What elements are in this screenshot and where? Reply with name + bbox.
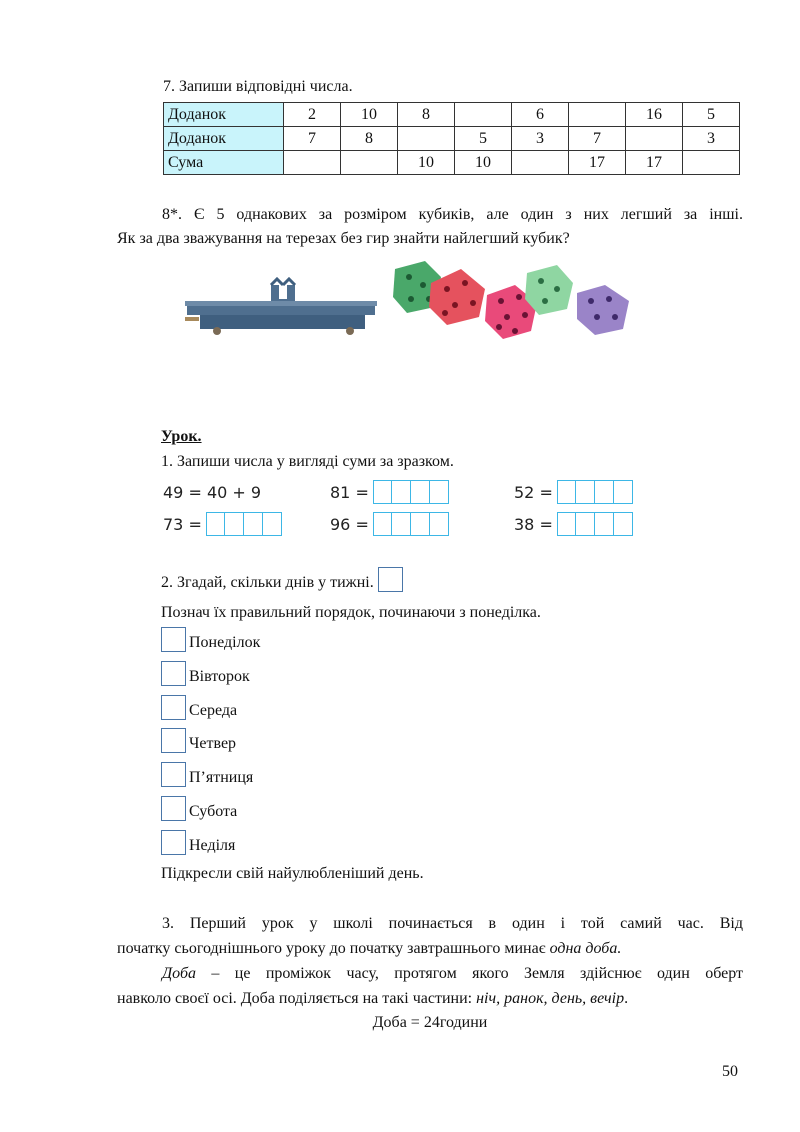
task3-p1-line1: 3. Перший урок у школі починається в один і той самий час. Від <box>162 915 743 932</box>
order-checkbox[interactable] <box>161 695 186 720</box>
order-checkbox[interactable] <box>161 830 186 855</box>
text-span: навколо своєї осі. Доба поділяється на такі частини: <box>117 990 477 1007</box>
table-cell[interactable]: 7 <box>284 127 341 151</box>
table-cell[interactable]: 10 <box>398 151 455 175</box>
equation-label: 52 = <box>514 482 553 502</box>
day-label: Четвер <box>189 735 237 752</box>
task3-p1-line2 <box>117 940 621 958</box>
order-checkbox[interactable] <box>161 661 186 686</box>
text-span: початку сьогоднішнього уроку до початку завтрашнього минає <box>117 940 550 957</box>
task3-p2-line2 <box>117 990 628 1008</box>
table-cell[interactable]: 17 <box>569 151 626 175</box>
task2-line1-row <box>161 567 403 592</box>
table-cell[interactable]: 3 <box>683 127 740 151</box>
day-row <box>161 762 253 787</box>
task1-title: 1. Запиши числа у вигляді суми за зразком. <box>161 453 454 470</box>
table-row <box>164 151 740 175</box>
equation-item <box>514 480 633 504</box>
row-header: Сума <box>164 151 284 175</box>
order-checkbox[interactable] <box>161 728 186 753</box>
answer-boxes[interactable] <box>373 512 449 536</box>
day-row <box>161 830 235 855</box>
italic-term: одна доба. <box>549 940 622 957</box>
day-row <box>161 695 237 720</box>
balance-scale-and-dice-illustration <box>185 255 635 350</box>
day-row <box>161 627 260 652</box>
order-checkbox[interactable] <box>161 627 186 652</box>
day-formula: Доба = 24години <box>372 1014 488 1031</box>
table-cell[interactable]: 3 <box>512 127 569 151</box>
answer-boxes[interactable] <box>373 480 449 504</box>
sum-table <box>163 102 740 175</box>
table-cell[interactable] <box>683 151 740 175</box>
equation-label: 73 = <box>163 514 202 534</box>
balance-scale-icon <box>185 279 377 335</box>
table-cell[interactable] <box>341 151 398 175</box>
table-row <box>164 103 740 127</box>
table-cell[interactable] <box>569 103 626 127</box>
task2-footer: Підкресли свій найулюбленіший день. <box>161 865 424 882</box>
equation-label: 38 = <box>514 514 553 534</box>
equation-item <box>514 512 633 536</box>
task8-line2: Як за два зважування на терезах без гир знайти найлегший кубик? <box>117 230 570 247</box>
answer-boxes[interactable] <box>206 512 282 536</box>
text-span: – це проміжок часу, протягом якого Земля здійснює один оберт <box>196 965 743 982</box>
italic-term: ніч, ранок, день, вечір <box>476 990 625 1007</box>
equation-item <box>330 512 449 536</box>
day-label: П’ятниця <box>189 769 254 786</box>
table-cell[interactable] <box>455 103 512 127</box>
text-span: . <box>624 990 629 1007</box>
italic-term: Доба <box>162 965 197 982</box>
day-label: Середа <box>189 702 238 719</box>
lesson-heading: Урок. <box>161 428 202 445</box>
table-cell[interactable]: 10 <box>341 103 398 127</box>
day-row <box>161 796 237 821</box>
table-cell[interactable]: 16 <box>626 103 683 127</box>
answer-boxes[interactable] <box>557 480 633 504</box>
day-row <box>161 661 250 686</box>
table-cell[interactable]: 8 <box>341 127 398 151</box>
table-cell[interactable]: 17 <box>626 151 683 175</box>
day-label: Неділя <box>189 837 236 854</box>
table-cell[interactable] <box>284 151 341 175</box>
equation-item <box>330 480 449 504</box>
days-count-box[interactable] <box>378 567 403 592</box>
equation-label: 81 = <box>330 482 369 502</box>
equation-label: 96 = <box>330 514 369 534</box>
table-cell[interactable] <box>512 151 569 175</box>
table-cell[interactable]: 5 <box>455 127 512 151</box>
table-cell[interactable]: 10 <box>455 151 512 175</box>
task2-line2: Познач їх правильний порядок, починаючи з понеділка. <box>161 604 541 621</box>
page-number: 50 <box>722 1063 738 1080</box>
table-cell[interactable]: 2 <box>284 103 341 127</box>
row-header: Доданок <box>164 103 284 127</box>
task3-p2-line1 <box>117 965 743 983</box>
table-cell[interactable] <box>626 127 683 151</box>
row-header: Доданок <box>164 127 284 151</box>
table-cell[interactable] <box>398 127 455 151</box>
table-cell[interactable]: 5 <box>683 103 740 127</box>
day-label: Понеділок <box>189 634 261 651</box>
purple-die-icon <box>577 285 629 335</box>
day-label: Субота <box>189 803 238 820</box>
task8-line1: 8*. Є 5 однакових за розміром кубиків, але один з них легший за інші. <box>162 206 743 223</box>
table-row <box>164 127 740 151</box>
answer-boxes[interactable] <box>557 512 633 536</box>
day-row <box>161 728 236 753</box>
example-equation: 49 = 40 + 9 <box>163 483 262 502</box>
table-cell[interactable]: 6 <box>512 103 569 127</box>
table-cell[interactable]: 8 <box>398 103 455 127</box>
task2-line1: 2. Згадай, скільки днів у тижні. <box>161 574 374 591</box>
order-checkbox[interactable] <box>161 796 186 821</box>
day-label: Вівторок <box>189 668 250 685</box>
equation-item <box>163 512 282 536</box>
order-checkbox[interactable] <box>161 762 186 787</box>
table-cell[interactable]: 7 <box>569 127 626 151</box>
task7-title: 7. Запиши відповідні числа. <box>163 78 353 95</box>
